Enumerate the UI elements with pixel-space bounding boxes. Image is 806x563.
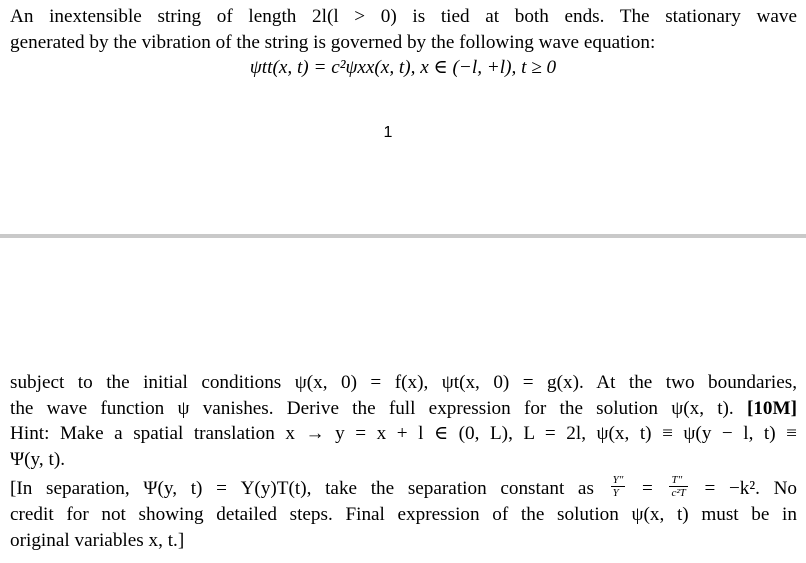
credit-line-2: original variables x, t.] xyxy=(10,529,185,551)
fraction-t xyxy=(669,474,687,499)
intro-line-2: generated by the vibration of the string is governed by the following wave equation: xyxy=(10,31,656,53)
task-line xyxy=(10,396,797,422)
separation-prefix: [In separation, Ψ(y, t) = Y(y)T(t), take the separation constant as xyxy=(10,478,594,499)
fraction-t-denominator: c²T xyxy=(671,487,686,500)
fraction-y-numerator: Y″ xyxy=(612,474,624,487)
fraction-t-numerator: T″ xyxy=(669,474,687,487)
intro-line-1: An inextensible string of length 2l(l > 0) is tied at both ends. The stationary wave xyxy=(10,6,797,27)
fraction-y xyxy=(611,474,626,499)
wave-equation-text: ψtt(x, t) = c²ψxx(x, t), x ∈ (−l, +l), t ≥ 0 xyxy=(249,57,557,78)
separation-suffix: = −k². No xyxy=(704,478,798,499)
hint-line-2: Ψ(y, t). xyxy=(10,448,66,470)
separation-line xyxy=(10,476,797,502)
problem-intro xyxy=(10,4,797,55)
hint-line-1: Hint: Make a spatial translation x → y = x + l ∈ (0, L), L = 2l, ψ(x, t) ≡ ψ(y − l, t) ≡ xyxy=(10,423,797,444)
credit-line-1: credit for not showing detailed steps. Final expression of the solution ψ(x, t) must be in xyxy=(10,504,797,526)
task-text: the wave function ψ vanishes. Derive the full expression for the solution ψ(x, t). xyxy=(10,397,734,419)
wave-equation xyxy=(0,55,806,81)
fraction-y-denominator: Y xyxy=(612,487,619,500)
conditions-line: subject to the initial conditions ψ(x, 0) = f(x), ψt(x, 0) = g(x). At the two boundaries, xyxy=(10,372,797,393)
equals-sign: = xyxy=(641,478,653,499)
page-2 xyxy=(0,238,806,563)
page-number: 1 xyxy=(383,124,393,141)
page-1 xyxy=(0,0,806,234)
marks-label: [10M] xyxy=(746,397,798,419)
problem-body xyxy=(10,370,797,553)
